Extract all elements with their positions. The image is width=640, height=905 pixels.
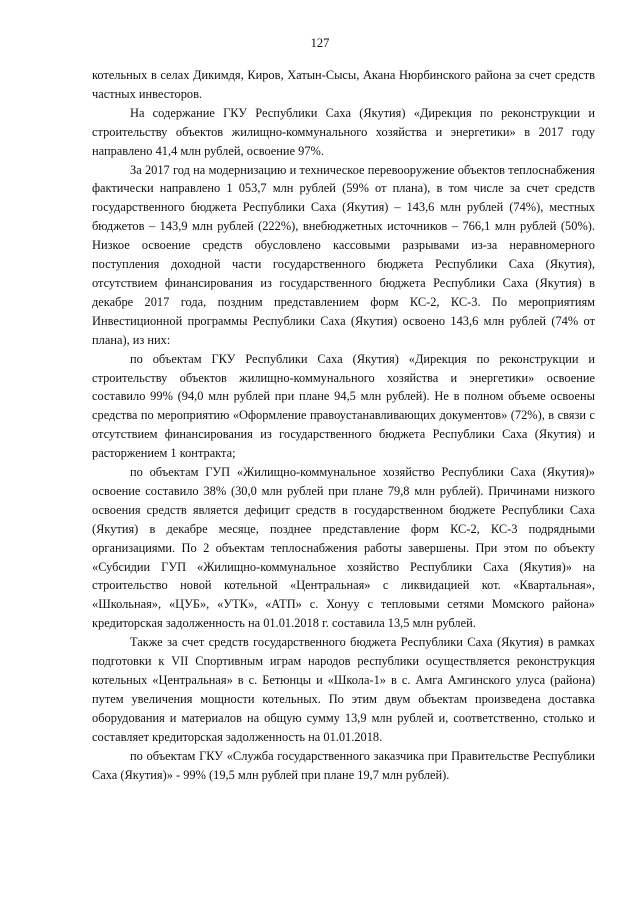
- document-body: [92, 66, 595, 784]
- paragraph-7: по объектам ГКУ «Служба государственного заказчика при Правительстве Республики Саха (Якутия)» - 99% (19,5 млн рублей при плане 19,7 млн рублей).: [92, 748, 595, 782]
- paragraph-2: На содержание ГКУ Республики Саха (Якутия) «Дирекция по реконструкции и строительству объектов жилищно-коммунального хозяйства и энергетики» в 2017 году направлено 41,4 млн рублей, освоение 97%.: [92, 105, 595, 158]
- paragraph-1: котельных в селах Дикимдя, Киров, Хатын-Сысы, Акана Нюрбинского района за счет средств частных инвесторов.: [92, 68, 595, 101]
- paragraph-4: по объектам ГКУ Республики Саха (Якутия) «Дирекция по реконструкции и строительству объектов жилищно-коммунального хозяйства и энергетики» освоение составило 99% (94,0 млн рублей при плане 94,5 млн рублей). Не в полном объеме освоены средства по мероприятию «Оформление правоустанавливающих документов» (72%), в связи с отсутствием финансирования из государственного бюджета Республики Саха (Якутия) и расторжением 1 контракта;: [92, 351, 595, 461]
- paragraph-3: За 2017 год на модернизацию и техническое перевооружение объектов теплоснабжения фактически направлено 1 053,7 млн рублей (59% от плана), в том числе за счет средств государственного бюджета Республики Саха (Якутия) – 143,6 млн рублей (74%), местных бюджетов – 143,9 млн рублей (222%), внебюджетных источников – 766,1 млн рублей (50%). Низкое освоение средств обусловлено кассовыми разрывами из-за неравномерного поступления доходной части государственного бюджета Республики Саха (Якутия), отсутствием финансирования из государственного бюджета Республики Саха (Якутия) в декабре 2017 года, поздним представлением форм КС-2, КС-3. По мероприятиям Инвестиционной программы Республики Саха (Якутия) освоено 143,6 млн рублей (74% от плана), из них:: [92, 162, 595, 347]
- paragraph-6: Также за счет средств государственного бюджета Республики Саха (Якутия) в рамках подготовки к VII Спортивным играм народов республики осуществляется реконструкция котельных «Центральная» в с. Бетюнцы и «Школа-1» в с. Амга Амгинского улуса (района) путем увеличения мощности котельных. По этим двум объектам произведена доставка оборудования и материалов на общую сумму 13,9 млн рублей и, соответственно, столько и составляет кредиторская задолженность на 01.01.2018.: [92, 635, 595, 744]
- page-number: 127: [310, 36, 330, 50]
- paragraph-5: по объектам ГУП «Жилищно-коммунальное хозяйство Республики Саха (Якутия)» освоение составило 38% (30,0 млн рублей при плане 79,8 млн рублей). Причинами низкого освоения средств является дефицит средств в государственном бюджете Республики Саха (Якутия) в декабре месяце, позднее представление форм КС-2, КС-3 подрядными организациями. По 2 объектам теплоснабжения работы завершены. При этом по объекту «Субсидии ГУП «Жилищно-коммунальное хозяйство Республики Саха (Якутия)» на строительство новой котельной «Центральная» с ликвидацией кот. «Квартальная», «Школьная», «ЦУБ», «УТК», «АТП» с. Хонуу с тепловыми сетями Момского района» кредиторская задолженность на 01.01.2018 г. составила 13,5 млн рублей.: [92, 465, 595, 631]
